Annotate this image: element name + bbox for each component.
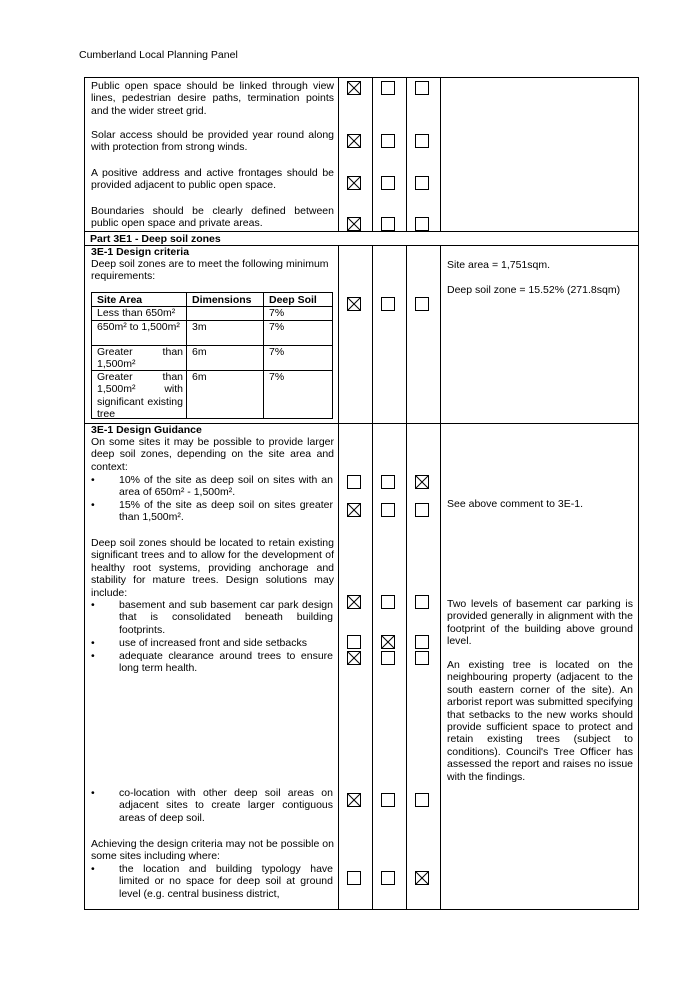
cell: Greater than 1,500m² with significant existing tree: [97, 371, 183, 421]
checkbox-no[interactable]: [381, 217, 395, 231]
compliance-table: [84, 77, 639, 910]
checkbox-no[interactable]: [381, 297, 395, 311]
checkbox-na[interactable]: [415, 176, 429, 190]
checkbox-no[interactable]: [381, 503, 395, 517]
guidance-bullet-4: use of increased front and side setbacks: [119, 637, 307, 649]
deep-soil-table: [91, 292, 333, 419]
checkbox-yes-checked[interactable]: [347, 81, 361, 95]
th-site-area: Site Area: [97, 294, 143, 306]
checkbox-no[interactable]: [381, 793, 395, 807]
cell: 7%: [269, 307, 285, 319]
open-space-text-3: A positive address and active frontages should be provided adjacent to public open space.: [91, 167, 334, 192]
checkbox-no-checked[interactable]: [381, 635, 395, 649]
guidance-bullet-6: co-location with other deep soil areas on adjacent sites to create larger contiguous areas of deep soil.: [119, 787, 333, 824]
comment-parking: Two levels of basement car parking is provided generally in alignment with the footprint of the building above ground level.: [447, 598, 633, 648]
checkbox-no[interactable]: [381, 871, 395, 885]
comment-site-area: Site area = 1,751sqm.: [447, 259, 551, 271]
checkbox-yes-checked[interactable]: [347, 793, 361, 807]
criteria-intro: Deep soil zones are to meet the following minimum requirements:: [91, 258, 329, 283]
comment-tree: An existing tree is located on the neighbouring property (adjacent to the south eastern corner of the site). An arborist report was submitted specifying that setbacks to the new works should provide sufficient space to protect and retain existing trees (subject to conditions). Council's Tree Officer has assessed the report and raises no issue with the findings.: [447, 659, 633, 783]
open-space-text-2: Solar access should be provided year round along with protection from strong winds.: [91, 129, 334, 154]
guidance-bullet-1: 10% of the site as deep soil on sites with an area of 650m² - 1,500m².: [119, 474, 333, 499]
cell: 6m: [192, 371, 207, 383]
cell: Greater than 1,500m²: [97, 346, 183, 371]
open-space-text-1: Public open space should be linked through view lines, pedestrian desire paths, termination points and the wider street grid.: [91, 80, 334, 117]
guidance-para-2: Deep soil zones should be located to retain existing significant trees and to allow for the development of healthy root systems, providing anchorage and stability for mature trees. Design solutions may include:: [91, 537, 334, 599]
bullet: •: [91, 599, 95, 611]
col-divider: [440, 78, 441, 909]
guidance-bullet-3: basement and sub basement car park design that is consolidated beneath building footprints.: [119, 599, 333, 636]
checkbox-yes[interactable]: [347, 635, 361, 649]
checkbox-no[interactable]: [381, 176, 395, 190]
checkbox-na[interactable]: [415, 635, 429, 649]
th-deep-soil: Deep Soil: [269, 294, 317, 306]
col-divider: [406, 78, 407, 909]
checkbox-na[interactable]: [415, 134, 429, 148]
cell: 7%: [269, 321, 285, 333]
guidance-intro: On some sites it may be possible to provide larger deep soil zones, depending on the site area and context:: [91, 436, 334, 473]
cell: 3m: [192, 321, 207, 333]
checkbox-yes-checked[interactable]: [347, 503, 361, 517]
col-divider: [372, 78, 373, 909]
checkbox-na-checked[interactable]: [415, 871, 429, 885]
checkbox-no[interactable]: [381, 651, 395, 665]
checkbox-na-checked[interactable]: [415, 475, 429, 489]
bullet: •: [91, 637, 95, 649]
checkbox-na[interactable]: [415, 793, 429, 807]
checkbox-na[interactable]: [415, 217, 429, 231]
checkbox-na[interactable]: [415, 651, 429, 665]
cell: 7%: [269, 346, 285, 358]
page-header: Cumberland Local Planning Panel: [79, 49, 238, 61]
checkbox-no[interactable]: [381, 595, 395, 609]
checkbox-no[interactable]: [381, 81, 395, 95]
cell: 7%: [269, 371, 285, 383]
checkbox-yes-checked[interactable]: [347, 297, 361, 311]
checkbox-yes-checked[interactable]: [347, 176, 361, 190]
checkbox-na[interactable]: [415, 503, 429, 517]
checkbox-na[interactable]: [415, 81, 429, 95]
bullet: •: [91, 787, 95, 799]
section-title: Part 3E1 - Deep soil zones: [90, 233, 221, 245]
cell: Less than 650m²: [97, 307, 176, 319]
checkbox-yes[interactable]: [347, 871, 361, 885]
guidance-bullet-2: 15% of the site as deep soil on sites greater than 1,500m².: [119, 499, 333, 524]
bullet: •: [91, 474, 95, 486]
comment-deep-soil: Deep soil zone = 15.52% (271.8sqm): [447, 284, 621, 296]
col-divider: [338, 78, 339, 909]
bullet: •: [91, 863, 95, 875]
checkbox-no[interactable]: [381, 134, 395, 148]
checkbox-na[interactable]: [415, 595, 429, 609]
guidance-bullet-7: the location and building typology have limited or no space for deep soil at ground level (e.g. central business district,: [119, 863, 333, 900]
cell: 650m² to 1,500m²: [97, 321, 180, 333]
guidance-para-3: Achieving the design criteria may not be possible on some sites including where:: [91, 838, 334, 863]
checkbox-yes-checked[interactable]: [347, 217, 361, 231]
th-dimensions: Dimensions: [192, 294, 252, 306]
checkbox-yes-checked[interactable]: [347, 134, 361, 148]
open-space-text-4: Boundaries should be clearly defined between public open space and private areas.: [91, 205, 334, 230]
checkbox-na[interactable]: [415, 297, 429, 311]
guidance-bullet-5: adequate clearance around trees to ensure long term health.: [119, 650, 333, 675]
checkbox-yes-checked[interactable]: [347, 595, 361, 609]
bullet: •: [91, 499, 95, 511]
checkbox-no[interactable]: [381, 475, 395, 489]
checkbox-yes-checked[interactable]: [347, 651, 361, 665]
cell: 6m: [192, 346, 207, 358]
checkbox-yes[interactable]: [347, 475, 361, 489]
bullet: •: [91, 650, 95, 662]
comment-see-above: See above comment to 3E-1.: [447, 498, 583, 510]
criteria-heading: 3E-1 Design criteria: [91, 246, 190, 258]
guidance-heading: 3E-1 Design Guidance: [91, 424, 202, 436]
